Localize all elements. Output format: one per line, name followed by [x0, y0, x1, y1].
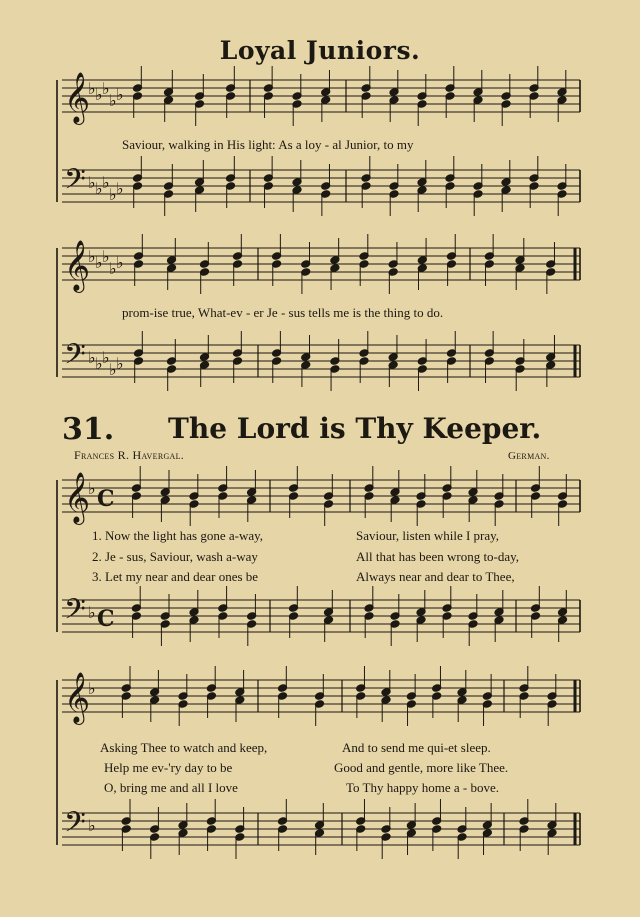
- verse-1-line-1-left: 1. Now the light has gone a-way,: [92, 528, 264, 543]
- verse-2-line-1-right: All that has been wrong to-day,: [356, 549, 520, 564]
- key-signature: ♭: [88, 348, 96, 367]
- hymn-title-lord-keeper: The Lord is Thy Keeper.: [168, 412, 542, 445]
- lyric-line: prom-ise true, What-ev - er Je - sus tells me is the thing to do.: [122, 305, 444, 320]
- key-signature: ♭: [116, 354, 124, 373]
- author-credit: Frances R. Havergal.: [74, 448, 185, 462]
- verse-3-line-1-left: 3. Let my near and dear ones be: [92, 569, 259, 584]
- verse-1-line-1-right: Saviour, listen while I pray,: [356, 528, 500, 543]
- verse-2-line-1-left: 2. Je - sus, Saviour, wash a-way: [92, 549, 258, 564]
- key-signature: ♭: [95, 85, 103, 104]
- verse-2-line-2-right: Good and gentle, more like Thee.: [334, 760, 509, 775]
- treble-clef: 𝄞: [64, 240, 91, 291]
- treble-clef: 𝄞: [64, 472, 91, 523]
- hymn-number: 31.: [62, 412, 115, 447]
- key-signature: ♭: [88, 816, 96, 835]
- key-signature: ♭: [95, 179, 103, 198]
- verse-2-line-2-left: Help me ev-'ry day to be: [104, 760, 233, 775]
- key-signature: ♭: [116, 253, 124, 272]
- key-signature: ♭: [116, 85, 124, 104]
- time-signature: C: [97, 606, 115, 632]
- key-signature: ♭: [95, 253, 103, 272]
- bass-clef: 𝄢: [64, 338, 86, 378]
- key-signature: ♭: [95, 354, 103, 373]
- key-signature: ♭: [109, 259, 117, 278]
- verse-1-line-2-right: And to send me qui-et sleep.: [342, 740, 491, 755]
- verse-3-line-2-left: O, bring me and all I love: [104, 780, 238, 795]
- treble-clef: 𝄞: [64, 72, 91, 123]
- key-signature: ♭: [88, 679, 96, 698]
- key-signature: ♭: [109, 91, 117, 110]
- key-signature: ♭: [109, 360, 117, 379]
- bass-clef: 𝄢: [64, 806, 86, 846]
- key-signature: ♭: [102, 173, 110, 192]
- treble-clef: 𝄞: [64, 672, 91, 723]
- bass-clef: 𝄢: [64, 593, 86, 633]
- key-signature: ♭: [88, 173, 96, 192]
- key-signature: ♭: [88, 79, 96, 98]
- verse-3-line-2-right: To Thy happy home a - bove.: [346, 780, 500, 795]
- verse-3-line-1-right: Always near and dear to Thee,: [356, 569, 515, 584]
- key-signature: ♭: [88, 603, 96, 622]
- key-signature: ♭: [102, 348, 110, 367]
- key-signature: ♭: [109, 185, 117, 204]
- bass-clef: 𝄢: [64, 163, 86, 203]
- key-signature: ♭: [88, 479, 96, 498]
- tune-credit: German.: [508, 450, 550, 462]
- verse-1-line-2-left: Asking Thee to watch and keep,: [100, 740, 268, 755]
- hymn-title-loyal-juniors: Loyal Juniors.: [219, 36, 421, 65]
- key-signature: ♭: [102, 79, 110, 98]
- lyric-line: Saviour, walking in His light: As a loy - al Junior, to my: [122, 137, 414, 152]
- key-signature: ♭: [88, 247, 96, 266]
- time-signature: C: [97, 486, 115, 512]
- key-signature: ♭: [116, 179, 124, 198]
- key-signature: ♭: [102, 247, 110, 266]
